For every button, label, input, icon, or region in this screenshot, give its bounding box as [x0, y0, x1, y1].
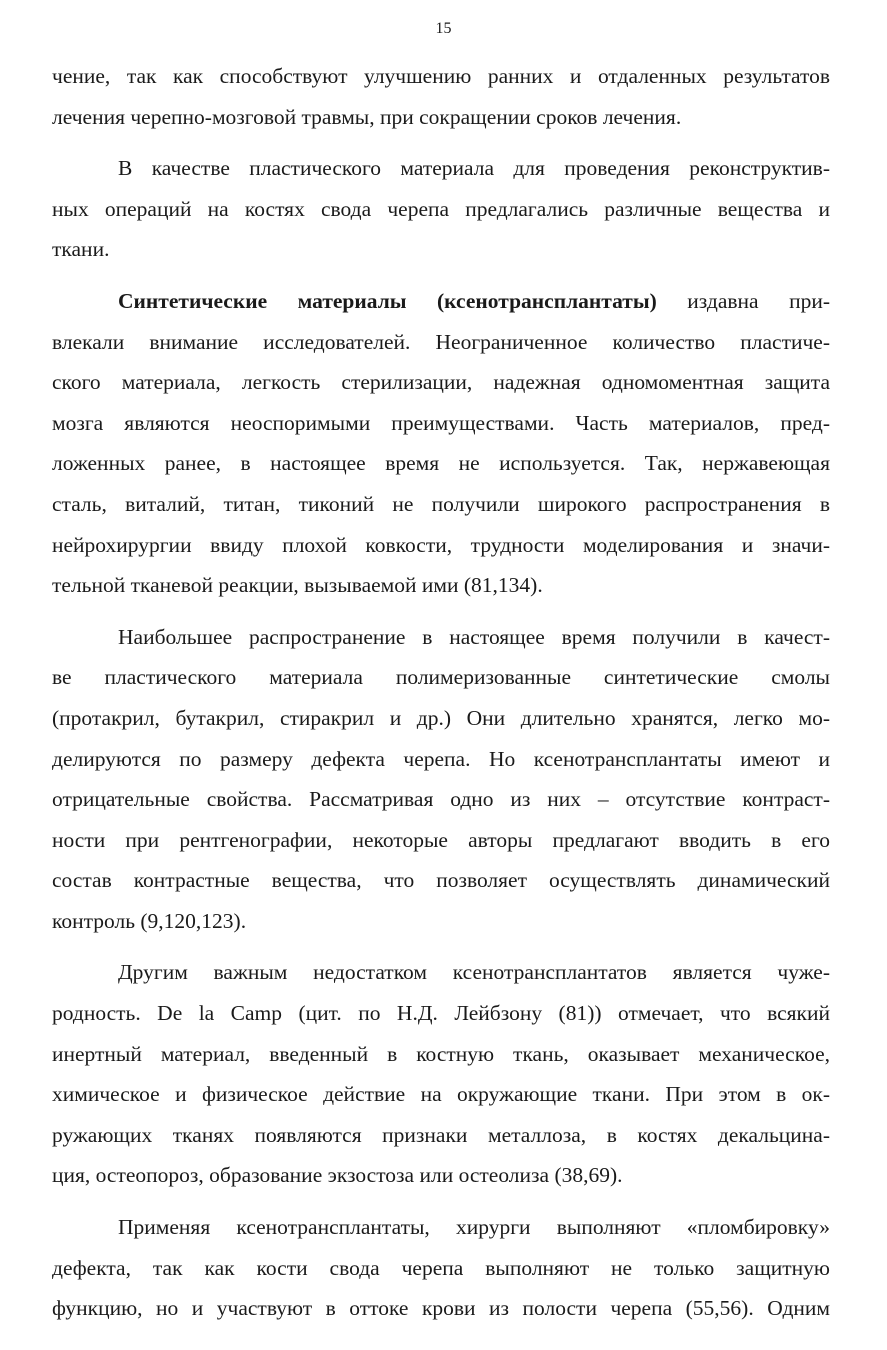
paragraph-5: [52, 952, 830, 1196]
text-line: тельной тканевой реакции, вызываемой ими (81,134).: [52, 573, 543, 598]
document-body: [52, 56, 830, 1329]
text-line: чение, так как способствуют улучшению ранних и отдаленных результатов: [52, 64, 830, 88]
text-line: лечения черепно-мозговой травмы, при сокращении сроков лечения.: [52, 104, 682, 129]
text-line: отрицательные свойства. Рассматривая одно из них – отсутствие контраст-: [52, 787, 830, 812]
text-line: ложенных ранее, в настоящее время не используется. Так, нержавеющая: [52, 451, 830, 476]
text-line: [52, 281, 830, 322]
text-line: ция, остеопороз, образование экзостоза или остеолиза (38,69).: [52, 1163, 623, 1188]
text-fragment: издавна при-: [656, 288, 830, 313]
text-line: ружающих тканях появляются признаки металлоза, в костях декальцина-: [52, 1122, 830, 1147]
text-line: дефекта, так как кости свода черепа выполняют не только защитную: [52, 1255, 830, 1280]
paragraph-3: [52, 281, 830, 606]
text-line: Другим важным недостатком ксенотрансплантатов является чуже-: [118, 960, 830, 985]
paragraph-6: [52, 1207, 830, 1329]
page-number: 15: [435, 20, 452, 37]
text-line: влекали внимание исследователей. Неограниченное количество пластиче-: [52, 329, 830, 354]
text-line: мозга являются неоспоримыми преимуществами. Часть материалов, пред-: [52, 410, 830, 435]
paragraph-2: [52, 148, 830, 270]
text-line: контроль (9,120,123).: [52, 908, 247, 933]
text-line: ных операций на костях свода черепа предлагались различные вещества и: [52, 196, 830, 221]
text-line: состав контрастные вещества, что позволяет осуществлять динамический: [52, 868, 830, 893]
text-line: ве пластического материала полимеризованные синтетические смолы: [52, 665, 830, 690]
text-line: родность. De la Camp (цит. по Н.Д. Лейбзону (81)) отмечает, что всякий: [52, 1001, 830, 1026]
paragraph-4: [52, 617, 830, 942]
text-line: В качестве пластического материала для проведения реконструктив-: [118, 156, 830, 181]
text-line: нейрохирургии ввиду плохой ковкости, трудности моделирования и значи-: [52, 532, 830, 557]
paragraph-1: [52, 56, 830, 137]
text-line: инертный материал, введенный в костную ткань, оказывает механическое,: [52, 1041, 830, 1066]
text-line: сталь, виталий, титан, тиконий не получили широкого распространения в: [52, 491, 830, 516]
text-line: Наибольшее распространение в настоящее время получили в качест-: [118, 624, 830, 649]
section-heading-inline: Синтетические материалы (ксенотрансплантаты): [118, 288, 657, 313]
text-line: ткани.: [52, 237, 110, 262]
text-line: Применяя ксенотрансплантаты, хирурги выполняют «пломбировку»: [118, 1215, 830, 1240]
text-line: (протакрил, бутакрил, стиракрил и др.) Они длительно хранятся, легко мо-: [52, 705, 830, 730]
text-line: химическое и физическое действие на окружающие ткани. При этом в ок-: [52, 1082, 830, 1107]
text-line: функцию, но и участвуют в оттоке крови из полости черепа (55,56). Одним: [52, 1296, 830, 1321]
text-line: делируются по размеру дефекта черепа. Но ксенотрансплантаты имеют и: [52, 746, 830, 771]
text-line: ского материала, легкость стерилизации, надежная одномоментная защита: [52, 370, 830, 395]
text-line: ности при рентгенографии, некоторые авторы предлагают вводить в его: [52, 827, 830, 852]
